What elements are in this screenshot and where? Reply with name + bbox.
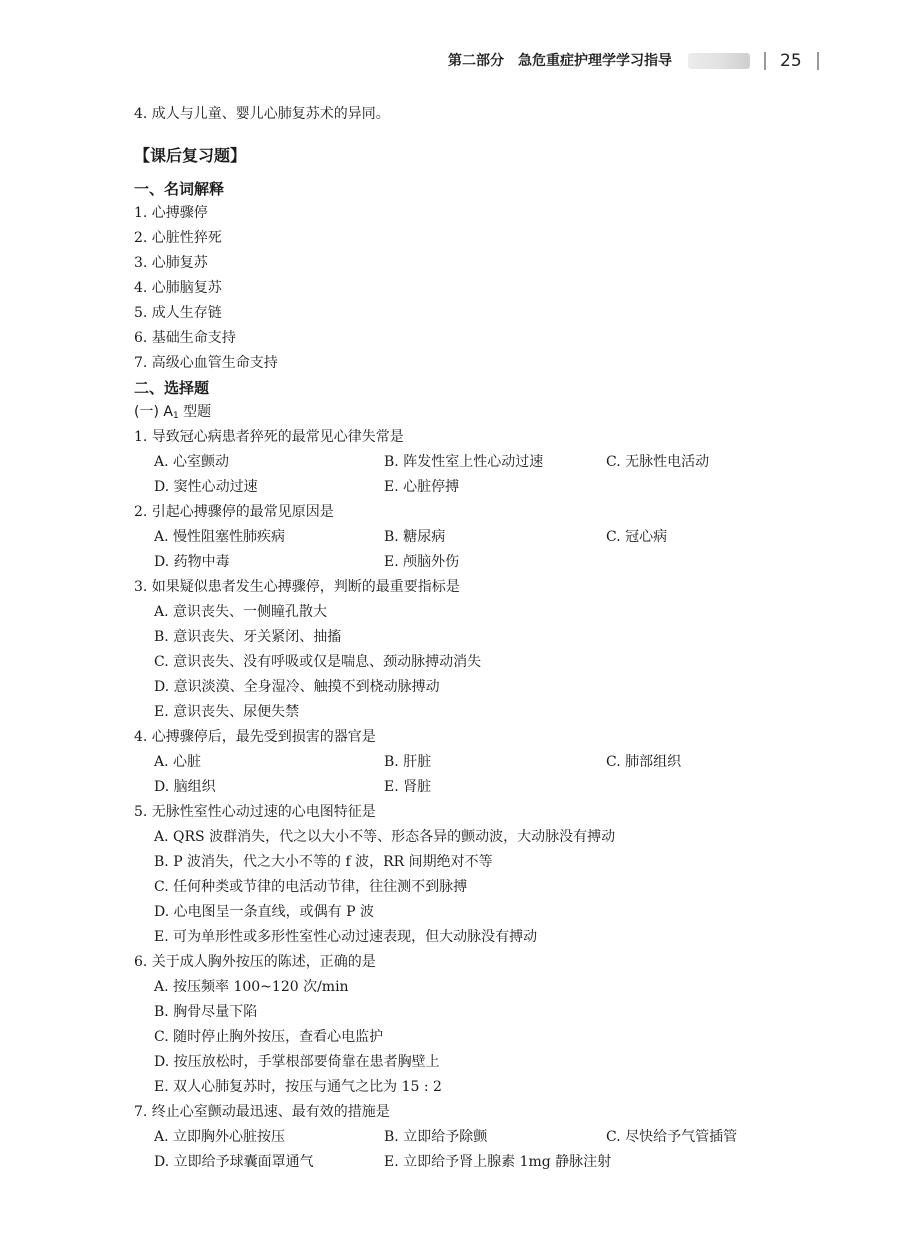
option: C. 意识丧失、没有呼吸或仅是喘息、颈动脉搏动消失 xyxy=(154,654,482,670)
option-row xyxy=(154,525,794,550)
question-stem: 4. 心搏骤停后，最先受到损害的器官是 xyxy=(134,729,376,745)
option: D. 药物中毒 xyxy=(154,554,230,570)
term-item: 5. 成人生存链 xyxy=(134,305,222,321)
option: B. 立即给予除颤 xyxy=(384,1129,488,1145)
option: C. 肺部组织 xyxy=(606,754,682,770)
option: C. 随时停止胸外按压，查看心电监护 xyxy=(154,1029,384,1045)
option-row xyxy=(154,1125,794,1150)
option-row xyxy=(154,550,794,575)
option: B. 胸骨尽量下陷 xyxy=(154,1004,258,1020)
option: C. 无脉性电活动 xyxy=(606,454,710,470)
option: E. 心脏停搏 xyxy=(384,479,460,495)
option: E. 可为单形性或多形性室性心动过速表现，但大动脉没有搏动 xyxy=(154,929,538,945)
option-row xyxy=(154,450,794,475)
option: A. QRS 波群消失，代之以大小不等、形态各异的颤动波，大动脉没有搏动 xyxy=(154,829,616,845)
header-decor-bar xyxy=(688,53,750,69)
option: D. 心电图呈一条直线，或偶有 P 波 xyxy=(154,904,374,920)
intro-item: 4. 成人与儿童、婴儿心肺复苏术的异同。 xyxy=(134,106,390,122)
option: E. 肾脏 xyxy=(384,779,432,795)
option-row xyxy=(154,475,794,500)
option: A. 心室颤动 xyxy=(154,454,230,470)
option: D. 按压放松时，手掌根部要倚靠在患者胸壁上 xyxy=(154,1054,440,1070)
option: B. 肝脏 xyxy=(384,754,432,770)
option: B. 意识丧失、牙关紧闭、抽搐 xyxy=(154,629,342,645)
section1-title: 一、名词解释 xyxy=(134,180,225,198)
option-row xyxy=(154,775,794,800)
option: E. 立即给予肾上腺素 1mg 静脉注射 xyxy=(384,1154,612,1170)
option: A. 按压频率 100~120 次/min xyxy=(154,979,349,995)
question-stem: 6. 关于成人胸外按压的陈述，正确的是 xyxy=(134,954,376,970)
option: D. 意识淡漠、全身湿冷、触摸不到桡动脉搏动 xyxy=(154,679,440,695)
option: C. 尽快给予气管插管 xyxy=(606,1129,738,1145)
question-stem: 7. 终止心室颤动最迅速、最有效的措施是 xyxy=(134,1104,390,1120)
term-item: 1. 心搏骤停 xyxy=(134,205,208,221)
question-stem: 5. 无脉性室性心动过速的心电图特征是 xyxy=(134,804,376,820)
term-item: 4. 心肺脑复苏 xyxy=(134,280,222,296)
header-separator xyxy=(764,52,766,70)
option: B. P 波消失，代之大小不等的 f 波，RR 间期绝对不等 xyxy=(154,854,493,870)
option: E. 颅脑外伤 xyxy=(384,554,460,570)
option-row xyxy=(154,1150,794,1175)
term-item: 7. 高级心血管生命支持 xyxy=(134,355,278,371)
page-number: 25 xyxy=(780,51,802,71)
option: E. 双人心肺复苏时，按压与通气之比为 15 : 2 xyxy=(154,1079,442,1095)
question-stem: 1. 导致冠心病患者猝死的最常见心律失常是 xyxy=(134,429,404,445)
section2-title: 二、选择题 xyxy=(134,379,210,397)
subsection-title: (一) $A_1$ 型题 xyxy=(134,404,212,421)
review-title: 【课后复习题】 xyxy=(134,146,247,165)
header-title: 第二部分 急危重症护理学学习指导 xyxy=(448,53,672,69)
option: B. 糖尿病 xyxy=(384,529,446,545)
question-stem: 2. 引起心搏骤停的最常见原因是 xyxy=(134,504,334,520)
option: D. 窦性心动过速 xyxy=(154,479,258,495)
term-item: 3. 心肺复苏 xyxy=(134,255,208,271)
option: C. 冠心病 xyxy=(606,529,668,545)
option: D. 脑组织 xyxy=(154,779,216,795)
page-header xyxy=(0,50,900,72)
option: B. 阵发性室上性心动过速 xyxy=(384,454,544,470)
term-item: 6. 基础生命支持 xyxy=(134,330,236,346)
option: D. 立即给予球囊面罩通气 xyxy=(154,1154,314,1170)
option: A. 立即胸外心脏按压 xyxy=(154,1129,286,1145)
question-stem: 3. 如果疑似患者发生心搏骤停，判断的最重要指标是 xyxy=(134,579,460,595)
option: E. 意识丧失、尿便失禁 xyxy=(154,704,300,720)
header-separator xyxy=(817,52,819,70)
option: A. 慢性阻塞性肺疾病 xyxy=(154,529,286,545)
option: A. 心脏 xyxy=(154,754,202,770)
term-item: 2. 心脏性猝死 xyxy=(134,230,222,246)
option: A. 意识丧失、一侧瞳孔散大 xyxy=(154,604,328,620)
option-row xyxy=(154,750,794,775)
option: C. 任何种类或节律的电活动节律，往往测不到脉搏 xyxy=(154,879,468,895)
